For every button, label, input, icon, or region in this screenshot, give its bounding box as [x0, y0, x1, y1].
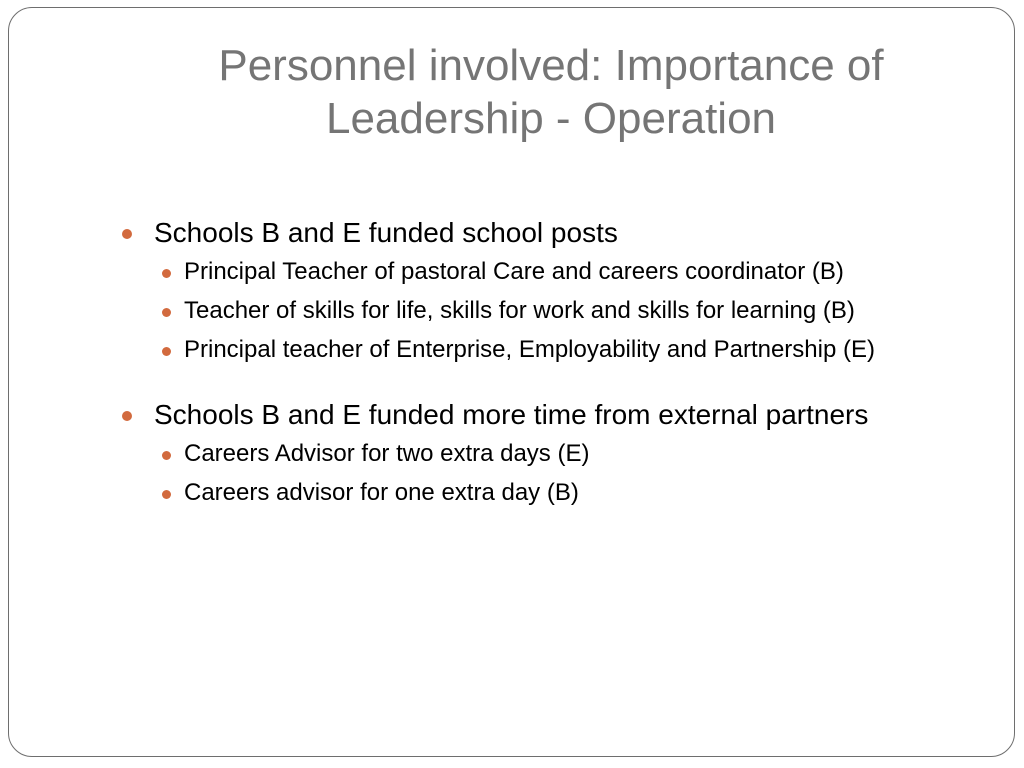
bullet-text: Schools B and E funded school posts	[154, 217, 618, 248]
bullet-dot-icon	[162, 308, 171, 317]
sub-bullet-list	[121, 437, 911, 510]
bullet-level-2	[154, 437, 911, 471]
bullet-dot-icon	[162, 490, 171, 499]
bullet-level-2	[154, 294, 911, 328]
bullet-level-2	[154, 333, 911, 367]
bullet-text: Schools B and E funded more time from external partners	[154, 399, 869, 430]
bullet-dot-icon	[162, 269, 171, 278]
bullet-text: Careers advisor for one extra day (B)	[184, 479, 579, 506]
bullet-text: Careers Advisor for two extra days (E)	[184, 440, 590, 467]
bullet-group-school-posts	[121, 215, 911, 367]
bullet-dot-icon	[162, 451, 171, 460]
bullet-group-external-partners	[121, 397, 911, 510]
sub-bullet-list	[121, 255, 911, 367]
bullet-level-2	[154, 476, 911, 510]
bullet-level-2	[154, 255, 911, 289]
bullet-text: Principal Teacher of pastoral Care and careers coordinator (B)	[184, 258, 844, 285]
bullet-text: Principal teacher of Enterprise, Employability and Partnership (E)	[184, 336, 875, 363]
bullet-dot-icon	[122, 229, 132, 239]
bullet-dot-icon	[122, 411, 132, 421]
bullet-text: Teacher of skills for life, skills for work and skills for learning (B)	[184, 297, 855, 324]
slide-content	[121, 215, 911, 515]
bullet-dot-icon	[162, 347, 171, 356]
bullet-level-1	[121, 397, 911, 433]
slide-title: Personnel involved: Importance of Leadership - Operation	[218, 41, 884, 143]
slide-frame	[8, 7, 1015, 757]
bullet-level-1	[121, 215, 911, 251]
